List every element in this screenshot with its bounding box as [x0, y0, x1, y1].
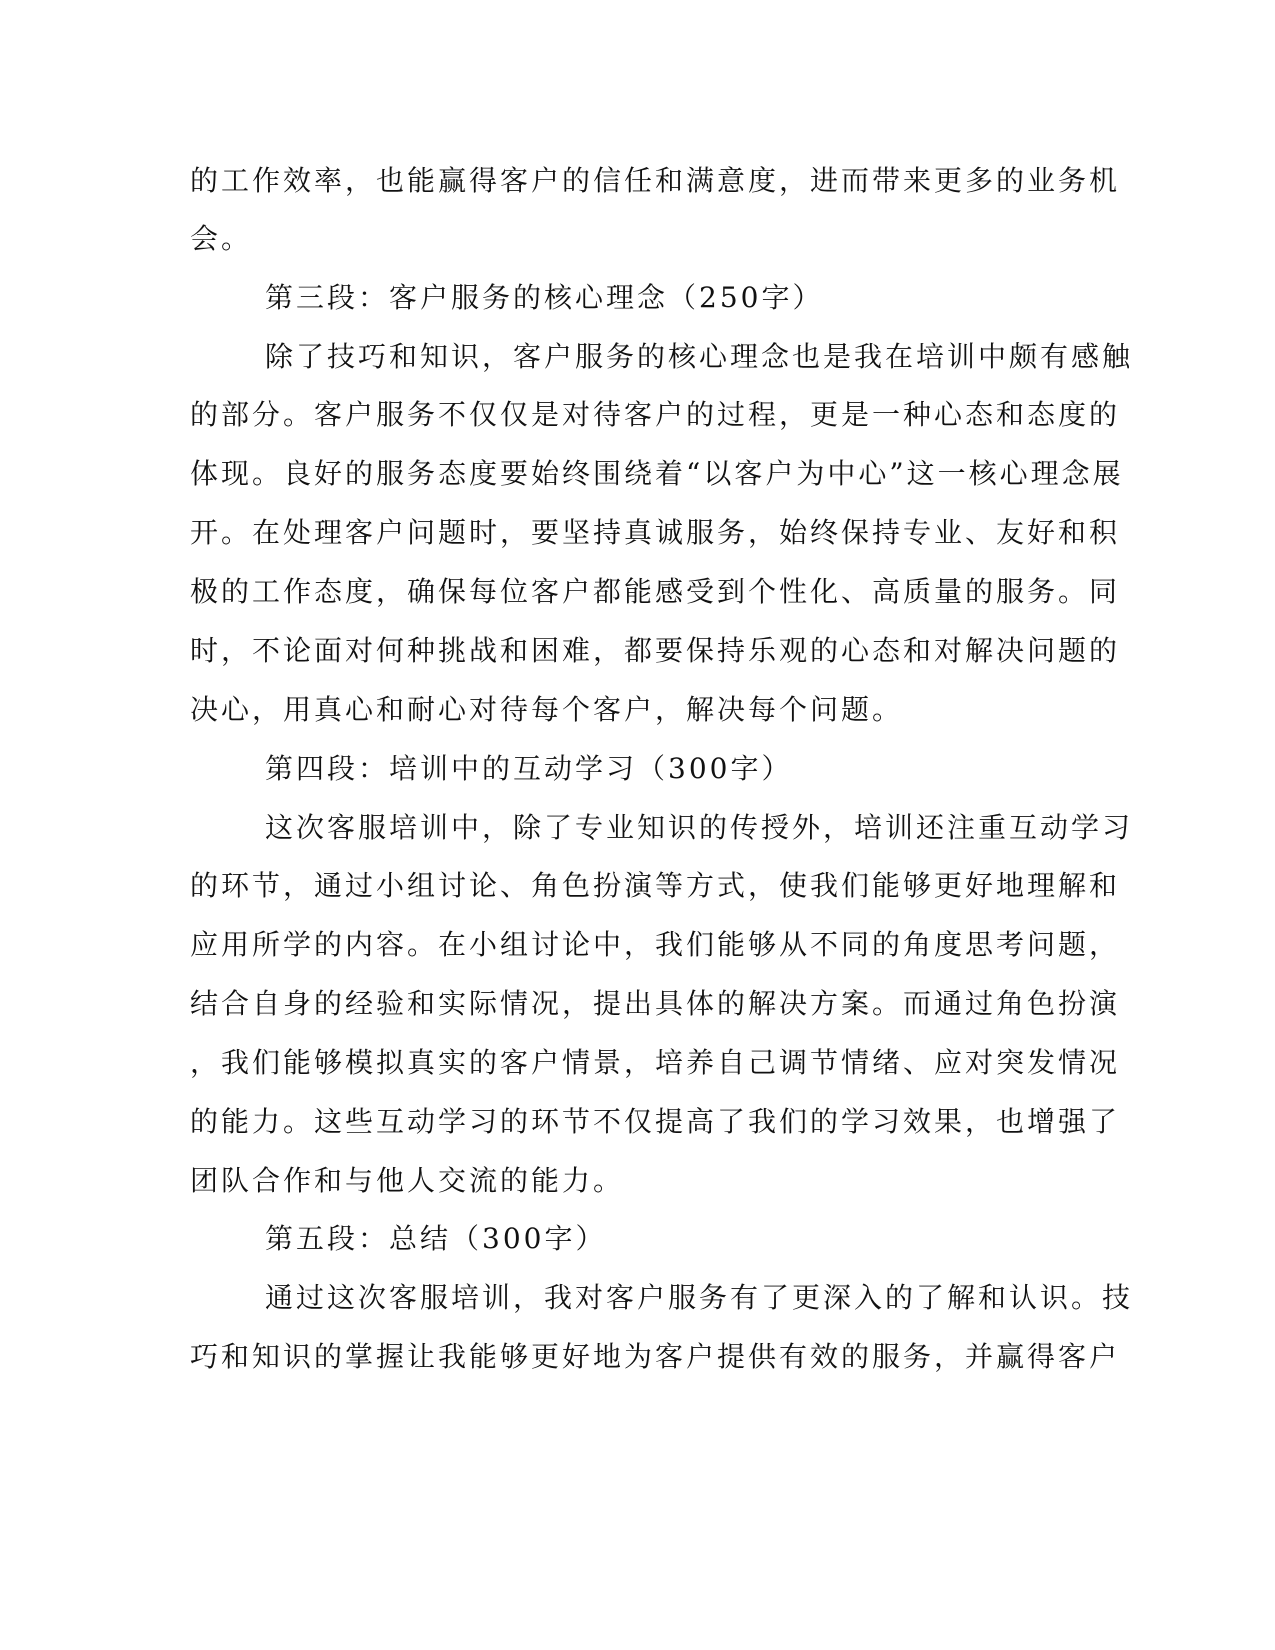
body-line: 极的工作态度，确保每位客户都能感受到个性化、高质量的服务。同: [190, 575, 1121, 608]
body-line: 团队合作和与他人交流的能力。: [190, 1164, 625, 1197]
body-line: 的工作效率，也能赢得客户的信任和满意度，进而带来更多的业务机: [190, 164, 1121, 197]
body-line: ，我们能够模拟真实的客户情景，培养自己调节情绪、应对突发情况: [190, 1046, 1121, 1079]
paragraph-start-line: 通过这次客服培训，我对客户服务有了更深入的了解和认识。技: [265, 1281, 1134, 1314]
paragraph-start-line: 这次客服培训中，除了专业知识的传授外，培训还注重互动学习: [265, 811, 1134, 844]
body-line: 体现。良好的服务态度要始终围绕着“以客户为中心”这一核心理念展: [190, 457, 1124, 490]
body-line: 会。: [190, 222, 253, 255]
body-line: 决心，用真心和耐心对待每个客户，解决每个问题。: [190, 693, 904, 726]
body-line: 巧和知识的掌握让我能够更好地为客户提供有效的服务，并赢得客户: [190, 1340, 1121, 1373]
body-line: 的环节，通过小组讨论、角色扮演等方式，使我们能够更好地理解和: [190, 869, 1121, 902]
body-line: 结合自身的经验和实际情况，提出具体的解决方案。而通过角色扮演: [190, 987, 1121, 1020]
body-line: 应用所学的内容。在小组讨论中，我们能够从不同的角度思考问题，: [190, 928, 1121, 961]
body-line: 的能力。这些互动学习的环节不仅提高了我们的学习效果，也增强了: [190, 1105, 1121, 1138]
body-line: 时，不论面对何种挑战和困难，都要保持乐观的心态和对解决问题的: [190, 634, 1121, 667]
section-heading-4: 第四段：培训中的互动学习（300字）: [265, 752, 793, 785]
body-line: 的部分。客户服务不仅仅是对待客户的过程，更是一种心态和态度的: [190, 398, 1121, 431]
paragraph-start-line: 除了技巧和知识，客户服务的核心理念也是我在培训中颇有感触: [265, 340, 1134, 373]
section-heading-5: 第五段：总结（300字）: [265, 1222, 607, 1255]
body-line: 开。在处理客户问题时，要坚持真诚服务，始终保持专业、友好和积: [190, 516, 1121, 549]
section-heading-3: 第三段：客户服务的核心理念（250字）: [265, 281, 824, 314]
